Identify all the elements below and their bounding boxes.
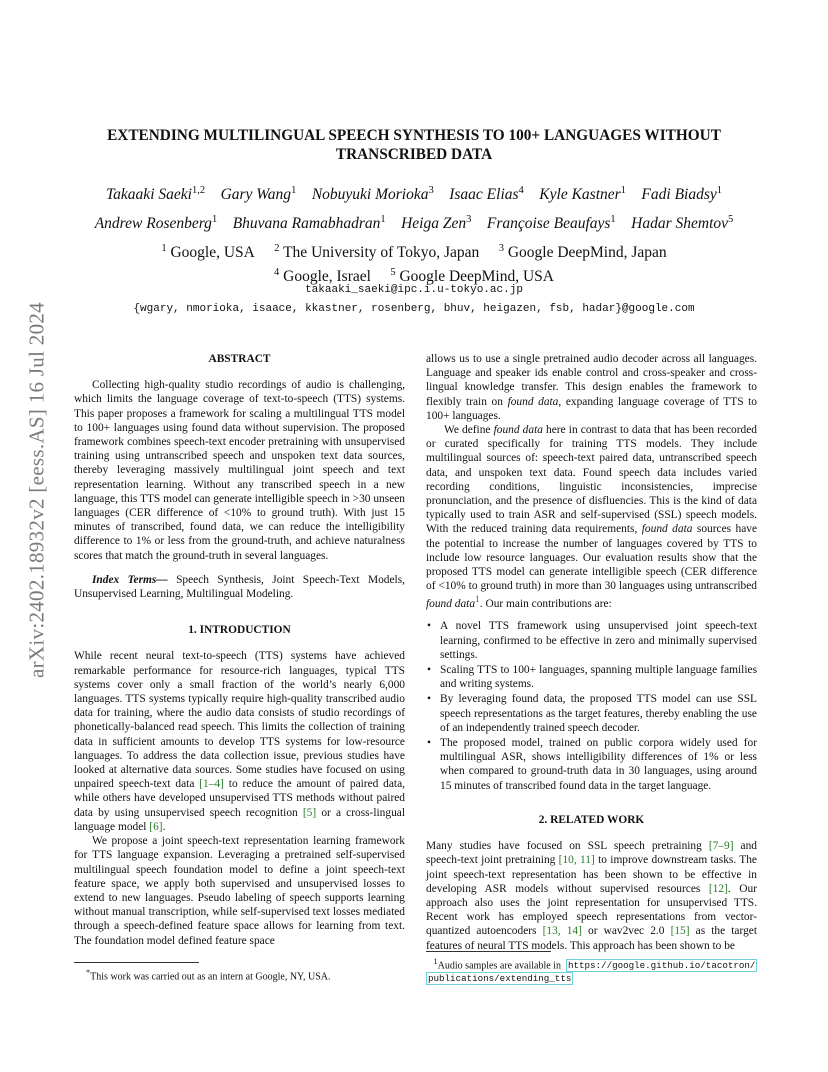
footnote-url[interactable]: https://google.github.io/tacotron/ (567, 960, 756, 972)
list-item: • Scaling TTS to 100+ languages, spanning multiple language families and writing systems. (426, 663, 757, 691)
citation-link[interactable]: [15] (670, 925, 690, 938)
citation-link[interactable]: [10, 11] (558, 854, 595, 867)
right-column (426, 352, 757, 953)
email-primary[interactable]: takaaki_saeki@ipc.i.u-tokyo.ac.jp (305, 284, 523, 296)
affiliation: $^3$ Google DeepMind, Japan (498, 243, 667, 262)
email-group[interactable]: {wgary, nmorioka, isaace, kkastner, rosenberg, bhuv, heigazen, fsb, hadar}@google.com (133, 303, 695, 315)
abstract-heading: ABSTRACT (208, 353, 271, 365)
index-terms: Index Terms— Speech Synthesis, Joint Speech-Text Models, Unsupervised Learning, Multilingual Modeling. (74, 573, 405, 601)
citation-link[interactable]: [12] (708, 882, 728, 895)
contributions-list (426, 619, 757, 792)
left-column (74, 352, 405, 948)
footnote-url-continued[interactable]: publications/extending_tts (428, 973, 572, 985)
author: Hadar Shemtov$^5$ (631, 214, 734, 233)
affiliation: $^2$ The University of Tokyo, Japan (274, 243, 480, 262)
author: Nobuyuki Morioka$^3$ (311, 185, 434, 204)
paper-title: EXTENDING MULTILINGUAL SPEECH SYNTHESIS TO 100+ LANGUAGES WITHOUT TRANSCRIBED DATA (107, 127, 721, 163)
arxiv-side-label: arXiv:2402.18932v2 [eess.AS] 16 Jul 2024 (24, 302, 49, 678)
list-item: • A novel TTS framework using unsupervised joint speech-text learning, confirmed to be effective in zero and minimally supervised settings. (426, 619, 757, 662)
citation-link[interactable]: [7–9] (708, 840, 734, 853)
citation-link[interactable]: [1–4] (199, 778, 224, 791)
intro-heading: 1. INTRODUCTION (188, 624, 291, 637)
footnote-link[interactable]: 1 (475, 595, 480, 606)
affiliation: $^5$ Google DeepMind, USA (390, 267, 554, 286)
related-heading: 2. RELATED WORK (538, 813, 645, 826)
author: Heiga Zen$^3$ (401, 214, 472, 233)
author: Bhuvana Ramabhadran$^1$ (232, 214, 386, 233)
abstract-text: Collecting high-quality studio recordings of audio is challenging, which limits the language coverage of text-to-speech (TTS) systems. This paper proposes a framework for scaling a multilingual TTS model to 100+ languages using found data without supervision. The proposed framework combines speech-text encoder pretraining with unsupervised training using untranscribed speech and unspoken text data sources, thereby leveraging massively multilingual joint speech and text representation learning. Without any transcribed speech in a new language, this TTS model can generate intelligible speech in >30 unseen languages (CER difference of <10% to ground truth). With just 15 minutes of transcribed, found data, we can reduce the intelligibility difference to 1% or less from the ground-truth, and achieve naturalness scores that match the ground-truth in several languages. (74, 379, 405, 562)
related-paragraph: Many studies have focused on SSL speech pretraining [7–9] and speech-text joint pretraining [10, 11] to improve downstream tasks. The joint speech-text representation has been shown to be effective in developing ASR models without supervised resources [12]. Our approach also uses the joint representation for unsupervised TTS. Recent work has employed speech representations from vector-quantized autoencoders [13, 14] or wav2vec 2.0 [15] as the target features of neural TTS models. This approach has been shown to be (426, 840, 757, 952)
author-line-2 (70, 207, 758, 236)
author: Gary Wang$^1$ (220, 185, 297, 204)
intro-paragraph-1: While recent neural text-to-speech (TTS) systems have achieved remarkable performance for resource-rich languages, typical TTS systems cover only a small fraction of the world’s nearly 6,000 languages. TTS systems typically require high-quality transcribed audio data for training, where the audio data consists of studio recordings of phonetically-balanced read speech. This limits the collection of training data in sufficient amounts to develop TTS systems for low-resource languages. To address the data collection issue, previous studies have looked at alternative data sources. Some studies have focused on using unpaired speech-text data [1–4] to reduce the amount of paired data, while others have developed unsupervised TTS methods without paired data by using unsupervised speech recognition [5] or a cross-lingual language model [6]. (74, 650, 406, 833)
author: Takaaki Saeki$^{1,2}$ (105, 185, 206, 204)
footnote-rule (426, 951, 551, 952)
author-list (70, 178, 758, 236)
footnote-rule (74, 962, 199, 963)
affiliation: $^4$ Google, Israel (274, 267, 371, 286)
intro-paragraph-2: We propose a joint speech-text representation learning framework for TTS language expansion. Leveraging a pretrained self-supervised multilingual speech foundation model to define a joint speech-text feature space, we apply both supervised and unsupervised losses to extend to new languages. Pseudo labeling of speech supports learning without manual transcription, while self-supervised text losses mediated through a speech-defined feature space allows for learning from text. The foundation model defined feature space (74, 835, 405, 947)
affiliations (70, 239, 758, 287)
footnote-left: *This work was carried out as an intern at Google, NY, USA. (86, 968, 331, 983)
author: Isaac Elias$^4$ (449, 185, 524, 204)
author: Andrew Rosenberg$^1$ (94, 214, 218, 233)
citation-link[interactable]: [13, 14] (542, 925, 582, 938)
author: Françoise Beaufays$^1$ (486, 214, 616, 233)
citation-link[interactable]: [6] (149, 820, 163, 833)
right-paragraph-2: We define found data here in contrast to data that has been recorded or curated specifically for training TTS models. They include multilingual sources of: speech-text paired data, untranscribed speech data, and unspoken text data. Found speech data includes varied recording conditions, linguistic inconsistencies, imprecise pronunciation, and the presence of disfluencies. This is the kind of data typically used to train ASR and self-supervised (SSL) speech models. With the reduced training data requirements, found data sources have the potential to increase the number of languages covered by TTS to include low resource languages. Our evaluation results show that the proposed TTS model can generate intelligible speech (CER difference of <10% to ground truth) in more than 30 languages using untranscribed found data$^1$. Our main contributions are: (426, 424, 758, 611)
author: Fadi Biadsy$^1$ (641, 185, 723, 204)
author-line-1 (70, 178, 758, 207)
list-item: • The proposed model, trained on public corpora widely used for multilingual ASR, shows intelligibility differences of 1% or less when compared to ground-truth data in 30 languages, using around 15 minutes of transcribed found data in the target language. (426, 736, 757, 793)
citation-link[interactable]: [5] (302, 806, 317, 819)
author: Kyle Kastner$^1$ (539, 185, 626, 204)
affiliation: $^1$ Google, USA (161, 243, 255, 262)
right-paragraph-1: allows us to use a single pretrained audio decoder across all languages. Language and speaker ids enable control and cross-speaker and cross-lingual knowledge transfer. This design enables the framework to flexibly train on found data, expanding language coverage of TTS to 100+ languages. (426, 353, 758, 422)
footnote-right: $^1$Audio samples are available in https://google.github.io/tacotron/ publications/extending_tts (428, 957, 756, 985)
list-item: • By leveraging found data, the proposed TTS model can use SSL speech representations as the target features, thereby enabling the use of an independently trained speech decoder. (426, 692, 757, 735)
